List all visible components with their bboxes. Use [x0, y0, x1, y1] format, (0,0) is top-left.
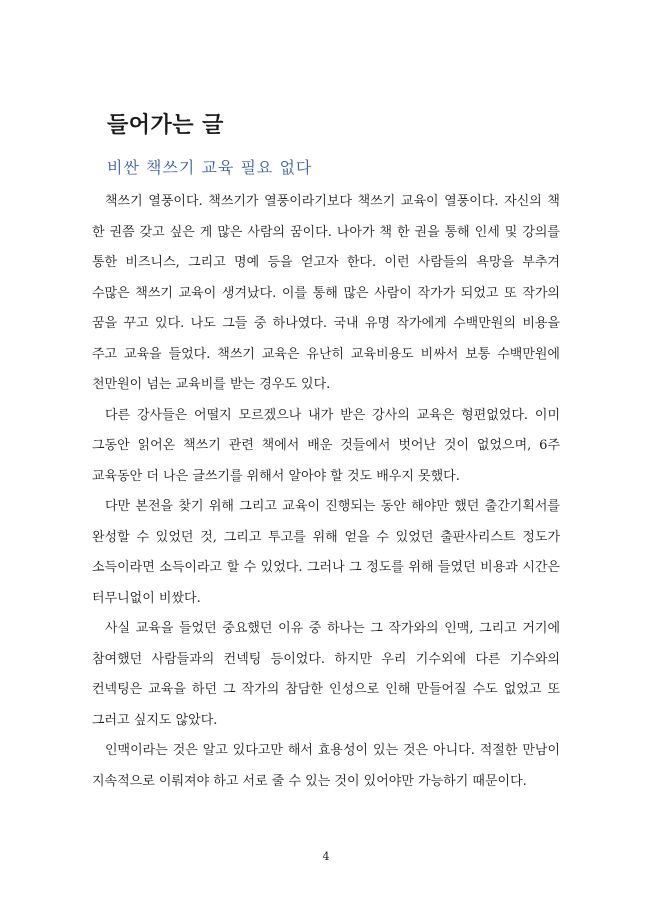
- paragraph: 사실 교육을 들었던 중요했던 이유 중 하나는 그 작가와의 인맥, 그리고 거기에 참여했던 사람들과의 컨넥팅 등이었다. 하지만 우리 기수외에 다른 기수와의 컨넥팅은 교육을 하던 그 작가의 참담한 인성으로 인해 만들어질 수도 없었고 또 그러고 싶지도 않았다.: [92, 621, 560, 728]
- chapter-title: 들어가는 글: [107, 112, 224, 138]
- paragraph: 다른 강사들은 어떨지 모르겠으나 내가 받은 강사의 교육은 형편없었다. 이미 그동안 읽어온 책쓰기 관련 책에서 배운 것들에서 벗어난 것이 없었으며, 6주 교육동안 더 나은 글쓰기를 위해서 알아야 할 것도 배우지 못했다.: [92, 407, 560, 484]
- page-number: 4: [322, 850, 330, 863]
- paragraph: 다만 본전을 찾기 위해 그리고 교육이 진행되는 동안 해야만 했던 출간기획서를 완성할 수 있었던 것, 그리고 투고를 위해 얻을 수 있었던 출판사리스트 정도가 소득이라면 소득이라고 할 수 있었다. 그러나 그 정도를 위해 들였던 비용과 시간은 터무니없이 비쌌다.: [92, 499, 560, 606]
- paragraph: 책쓰기 열풍이다. 책쓰기가 열풍이라기보다 책쓰기 교육이 열풍이다. 자신의 책 한 권쯤 갖고 싶은 게 많은 사람의 꿈이다. 나아가 책 한 권을 통해 인세 및 강의를 통한 비즈니스, 그리고 명예 등을 얻고자 한다. 이런 사람들의 욕망을 부추겨 수많은 책쓰기 교육이 생겨났다. 이를 통해 많은 사람이 작가가 되었고 또 작가의 꿈을 꾸고 있다. 나도 그들 중 하나였다. 국내 유명 작가에게 수백만원의 비용을 주고 교육을 들었다. 책쓰기 교육은 유난히 교육비용도 비싸서 보통 수백만원에 천만원이 넘는 교육비를 받는 경우도 있다.: [92, 194, 560, 392]
- paragraph: 인맥이라는 것은 알고 있다고만 해서 효용성이 있는 것은 아니다. 적절한 만남이 지속적으로 이뤄져야 하고 서로 줄 수 있는 것이 있어야만 가능하기 때문이다.: [92, 743, 560, 789]
- body-text: [92, 187, 560, 797]
- section-title: 비싼 책쓰기 교육 필요 없다: [107, 158, 313, 177]
